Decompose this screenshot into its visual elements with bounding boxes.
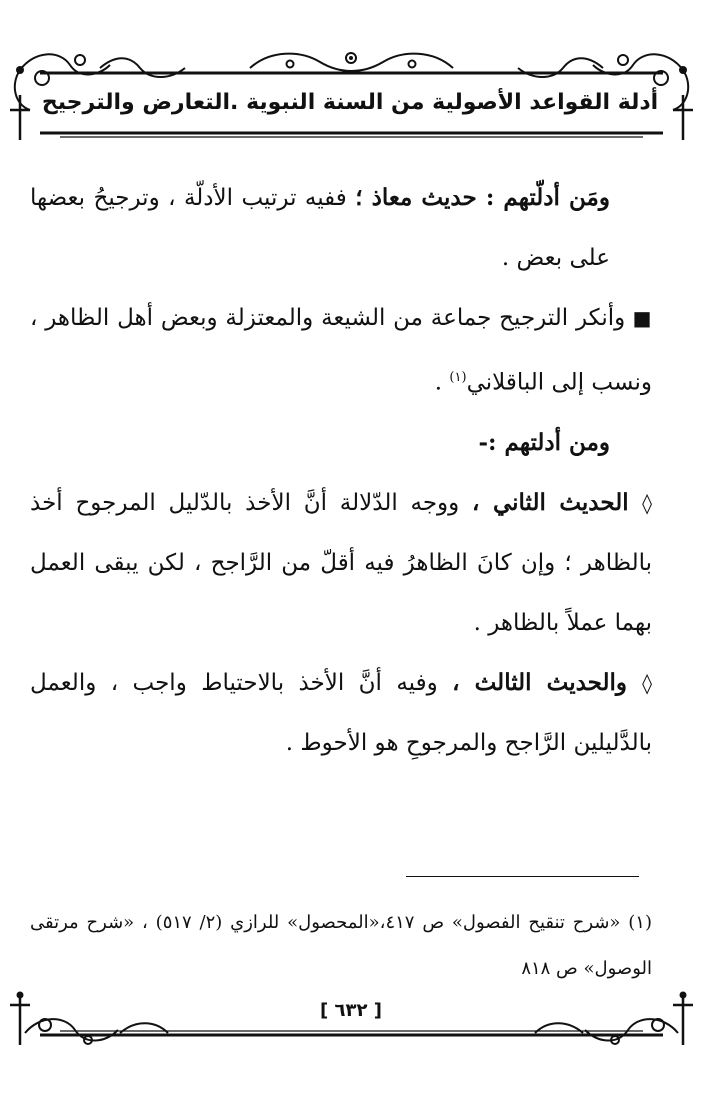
paragraph-1 (30, 168, 652, 288)
footnote-reference: (١) (449, 370, 467, 385)
paragraph-1-lead: ومَن أدلّتهم : حديث معاذ ؛ (355, 184, 610, 211)
footnote-area (30, 900, 652, 992)
paragraph-1-text: ففيه ترتيب الأدلّة ، وترجيحُ بعضها على بعض . (30, 185, 610, 271)
paragraph-2 (30, 288, 652, 413)
footnote-1: (١) «شرح تنقيح الفصول» ص ٤١٧،«المحصول» للرازي (٢/ ٥١٧) ، «شرح مرتقى الوصول» ص ٨١٨ (30, 912, 652, 979)
paragraph-5-text: وفيه أنَّ الأخذ بالاحتياط واجب ، والعمل بالدَّليلين الرَّاجح والمرجوحِ هو الأحوط . (30, 669, 652, 756)
main-text (30, 168, 652, 773)
diamond-bullet-icon: ◊ (642, 490, 652, 515)
page-number: [ ٦٣٢ ] (320, 1000, 382, 1021)
paragraph-2-text: وأنكر الترجيح جماعة من الشيعة والمعتزلة وبعض أهل الظاهر ، ونسب إلى الباقلاني (30, 305, 652, 396)
paragraph-2-end: . (434, 369, 450, 396)
paragraph-4 (30, 473, 652, 653)
diamond-bullet-icon: ◊ (642, 670, 652, 695)
paragraph-3: ومن أدلتهم :- (478, 428, 610, 456)
square-bullet-icon: ■ (632, 306, 652, 330)
footnote-divider (406, 876, 639, 877)
paragraph-5 (30, 653, 652, 773)
paragraph-4-lead: الحديث الثاني ، (472, 488, 643, 516)
paragraph-4-text: ووجه الدّلالة أنَّ الأخذ بالدّليل المرجوح أخذ بالظاهر ؛ وإن كانَ الظاهرُ فيه أقلّ من الرَّاجح ، لكن يبقى العمل بهما عملاً بالظاهر . (30, 489, 652, 636)
paragraph-5-lead: والحديث الثالث ، (452, 668, 643, 696)
running-header-title: أدلة القواعد الأصولية من السنة النبوية .التعارض والترجيح (41, 90, 659, 115)
